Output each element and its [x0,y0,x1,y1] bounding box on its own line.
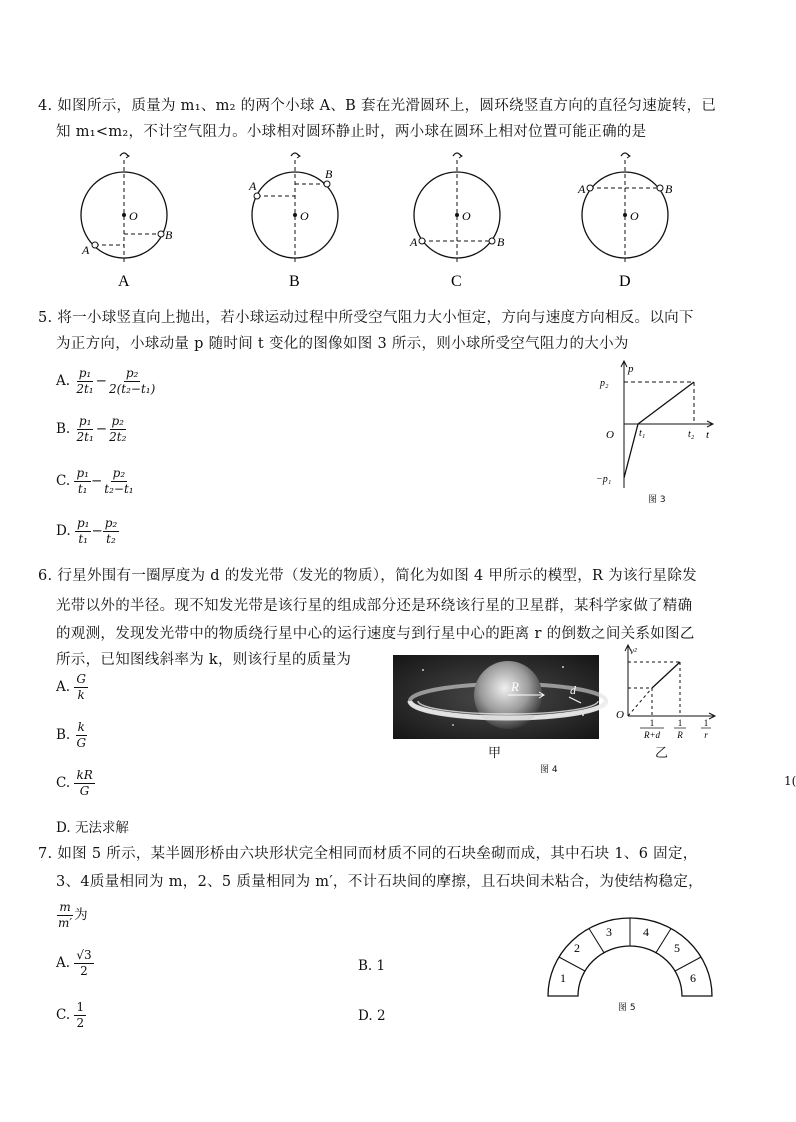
svg-text:t: t [706,429,710,441]
q5-option-a[interactable]: A. $\frac{\text{p₁}}{\text{2t₁}}$ − $\frac{\text{p₂}}{\text{2(t₂−t₁)}}$ [56,366,156,396]
svg-text:2: 2 [574,941,580,955]
q4-figure-c [409,153,505,290]
svg-text:p₂: p₂ [600,378,609,389]
svg-text:A: A [410,235,418,249]
svg-text:1: 1 [703,718,709,728]
svg-text:R: R [511,679,519,694]
svg-text:B: B [665,182,673,196]
q5-option-c[interactable]: C. $\frac{\text{p₁}}{\text{t₁}}$ − $\frac{\text{p₂}}{\text{t₂−t₁}}$ [56,466,134,496]
svg-text:d: d [570,683,576,697]
q4-option-a: A [118,273,130,290]
q6-stem-line1: 6. 行星外围有一圈厚度为 d 的发光带（发光的物质），简化为如图 4 甲所示的模型，R 为该行星除发 [38,568,697,584]
q5-option-b[interactable]: B. $\frac{\text{p₁}}{\text{2t₁}}$ − $\frac{\text{p₂}}{\text{2t₂}}$ [56,414,127,444]
q6-caption: 图 4 [540,765,558,775]
q7-caption: 图 5 [618,1003,636,1013]
q6-sub-b: 乙 [655,746,669,761]
svg-text:5: 5 [674,941,680,955]
svg-text:B: B [165,228,173,242]
q6-planet-photo [393,655,599,739]
svg-text:−p₁: −p₁ [596,474,612,485]
q6-option-b[interactable]: B. $\frac{k}{G}$ [56,720,87,750]
q4-figure-a [81,153,173,290]
svg-text:3: 3 [606,925,612,939]
q5-figure3-graph [590,360,725,505]
q7-option-b[interactable]: B. 1 [358,958,386,974]
q7-stem-line1: 7. 如图 5 所示，某半圆形桥由六块形状完全相同而材质不同的石块垒砌而成，其中石块 1、6 固定， [38,846,698,862]
q4-option-b: B [289,273,300,290]
q4-figure-d [577,153,673,290]
q6-option-c[interactable]: C. $\frac{kR}{G}$ [56,768,93,798]
q6-graph-b [610,642,718,742]
q6-sub-a: 甲 [488,746,502,761]
svg-text:1: 1 [677,718,683,728]
q4-stem-line1: 4. 如图所示，质量为 m₁、m₂ 的两个小球 A、B 套在光滑圆环上，圆环绕竖直方向的直径匀速旋转，已 [38,98,717,114]
svg-text:O: O [606,429,614,441]
q7-stem-line2: 3、4质量相同为 m，2、5 质量相同为 m′，不计石块间的摩擦，且石块间未粘合，为使结构稳定， [56,874,703,890]
q4-option-c: C [451,273,462,290]
q4-stem-line2: 知 m₁<m₂，不计空气阻力。小球相对圆环静止时，两小球在圆环上相对位置可能正确的是 [56,124,647,140]
margin-mark: 1( [784,774,796,788]
svg-text:O: O [630,209,639,223]
q4-option-d: D [619,273,631,290]
q7-arch-bridge [540,910,720,1000]
svg-text:4: 4 [643,925,649,939]
q6-option-a[interactable]: A. $\frac{G}{k}$ [56,672,86,702]
q7-option-d[interactable]: D. 2 [358,1008,386,1024]
svg-text:A: A [578,182,586,196]
q5-stem-line2: 为正方向，小球动量 p 随时间 t 变化的图像如图 3 所示，则小球所受空气阻力的大小为 [56,336,629,352]
q6-option-d[interactable]: D. 无法求解 [56,820,129,836]
svg-text:v²: v² [630,646,637,656]
svg-text:R+d: R+d [643,730,661,740]
q5-option-d[interactable]: D. $\frac{\text{p₁}}{\text{t₁}}$ − $\frac{\text{p₂}}{\text{t₂}}$ [56,516,118,546]
q7-ratio: $\frac{m}{m'}$ 为 [58,900,88,930]
q5-stem-line1: 5. 将一小球竖直向上抛出，若小球运动过程中所受空气阻力大小恒定，方向与速度方向相反。以向下 [38,310,694,326]
svg-text:A: A [82,243,90,257]
svg-text:t₁: t₁ [639,428,646,439]
svg-text:R: R [677,730,683,740]
q4-figures [70,148,720,293]
svg-text:O: O [616,709,624,721]
svg-text:O: O [462,209,471,223]
svg-text:1: 1 [560,971,566,985]
svg-text:B: B [325,167,333,181]
q6-stem-line2: 光带以外的半径。现不知发光带是该行星的组成部分还是环绕该行星的卫星群，某科学家做了精确 [56,598,693,614]
svg-text:p: p [628,363,634,375]
svg-text:O: O [300,209,309,223]
svg-text:A: A [249,179,257,193]
q7-option-a[interactable]: A. $\frac{√3}{2}$ [56,948,92,978]
svg-text:6: 6 [690,971,696,985]
q6-stem-line3: 的观测，发现发光带中的物质绕行星中心的运行速度与到行星中心的距离 r 的倒数之间关系如图乙 [56,626,695,642]
q5-caption: 图 3 [648,495,666,505]
q7-option-c[interactable]: C. $\frac{1}{2}$ [56,1000,85,1030]
svg-text:t₂: t₂ [688,429,695,440]
q4-figure-b [248,153,338,290]
svg-text:1: 1 [649,718,655,728]
q4-a-center: O [129,209,138,223]
svg-text:r: r [704,730,708,740]
q6-stem-line4: 所示，已知图线斜率为 k，则该行星的质量为 [56,652,352,668]
svg-text:B: B [497,235,505,249]
